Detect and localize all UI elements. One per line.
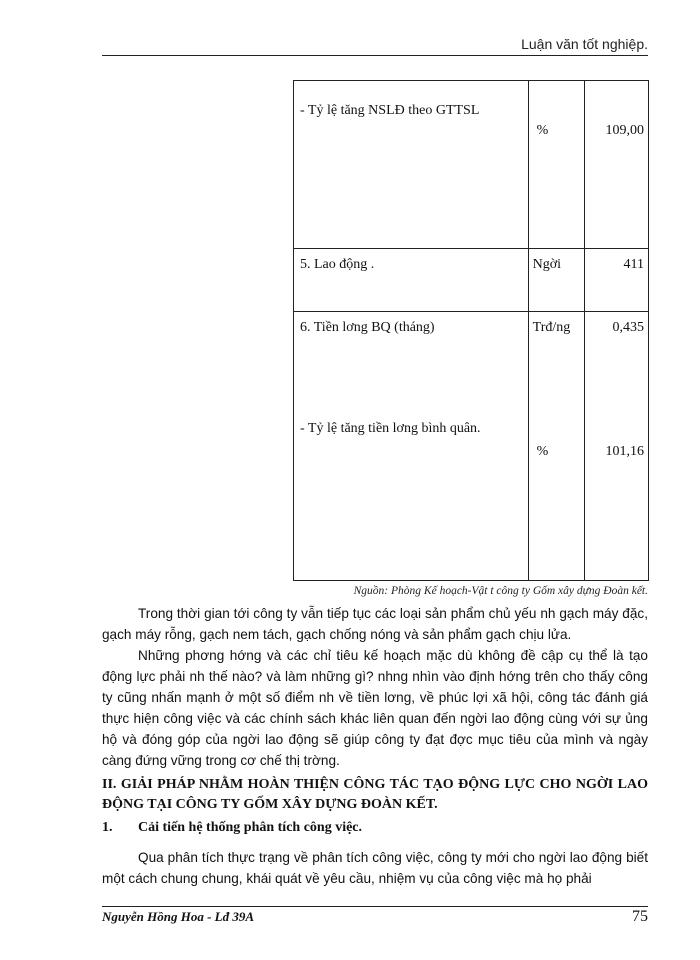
footer-author: Nguyễn Hồng Hoa - Lđ 39A xyxy=(102,909,255,924)
paragraph-2 xyxy=(102,645,648,771)
row-unit-secondary: % xyxy=(536,444,549,459)
row-unit: % xyxy=(536,123,549,138)
table-cell-label xyxy=(294,81,529,249)
paragraph-1 xyxy=(102,603,648,645)
paragraph-3-text: Qua phân tích thực trạng về phân tích công việc, công ty mới cho ngời lao động biết một cách chung chung, khái quát về yêu cầu, nhiệm vụ của công việc mà họ phải xyxy=(102,850,648,886)
table-cell-unit xyxy=(528,249,584,312)
subsection-heading xyxy=(102,820,362,836)
table-cell-label xyxy=(294,312,529,581)
table-cell-label xyxy=(294,249,529,312)
header-rule xyxy=(102,55,648,56)
subsection-title: Cải tiến hệ thống phân tích công việc. xyxy=(138,820,363,835)
table-cell-unit xyxy=(528,312,584,581)
row-label: - Tỷ lệ tăng NSLĐ theo GTTSL xyxy=(300,103,480,118)
table-row xyxy=(294,81,649,249)
row-value: 0,435 xyxy=(612,320,644,335)
header-title: Luận văn tốt nghiệp. xyxy=(521,36,648,52)
row-value: 109,00 xyxy=(605,123,644,138)
footer-rule xyxy=(102,906,648,907)
row-unit: Trđ/ng xyxy=(532,320,571,335)
table-cell-value xyxy=(584,81,648,249)
table-row xyxy=(294,312,649,581)
table-cell-unit xyxy=(528,81,584,249)
table-cell-value xyxy=(584,312,648,581)
paragraph-3 xyxy=(102,847,648,889)
row-label: 5. Lao động . xyxy=(300,257,375,272)
paragraph-1-text: Trong thời gian tới công ty vẫn tiếp tục các loại sản phẩm chủ yếu nh gạch máy đặc, gạch máy rỗng, gạch nem tách, gạch chống nóng và sản phẩm gạch chịu lửa. xyxy=(102,606,648,642)
row-label: 6. Tiền lơng BQ (tháng) xyxy=(300,320,435,335)
table-cell-value xyxy=(584,249,648,312)
page-number: 75 xyxy=(632,908,648,925)
row-label-secondary: - Tỷ lệ tăng tiền lơng bình quân. xyxy=(300,421,481,436)
paragraph-2-text: Những phơng hớng và các chỉ tiêu kế hoạch mặc dù không đề cập cụ thể là tạo động lực phải nh thế nào? và làm những gì? nhng nhìn vào định hớng trên cho thấy công ty cũng nhấn mạnh ở một số điểm nh về tiền lơng, về phúc lợi xã hội, công tác đánh giá thực hiện công việc và các chính sách khác liên quan đến ngời lao động cùng với sự ủng hộ và đóng góp của ngời lao động sẽ giúp công ty đạt đợc mục tiêu của mình và ngày càng đứng vững trong cơ chế thị trờng. xyxy=(102,648,648,768)
subsection-number: 1. xyxy=(102,820,113,835)
row-value: 411 xyxy=(623,257,644,272)
table-source-note: Nguồn: Phòng Kế hoạch-Vật t công ty Gốm xây dựng Đoàn kết. xyxy=(353,585,648,597)
row-value-secondary: 101,16 xyxy=(605,444,644,459)
data-table xyxy=(293,80,649,581)
table-row xyxy=(294,249,649,312)
row-unit: Ngời xyxy=(532,257,562,272)
section-heading: II. GIẢI PHÁP NHẰM HOÀN THIỆN CÔNG TÁC TẠO ĐỘNG LỰC CHO NGỜI LAO ĐỘNG TẠI CÔNG TY GỐM XÂY DỰNG ĐOÀN KẾT. xyxy=(102,777,648,812)
